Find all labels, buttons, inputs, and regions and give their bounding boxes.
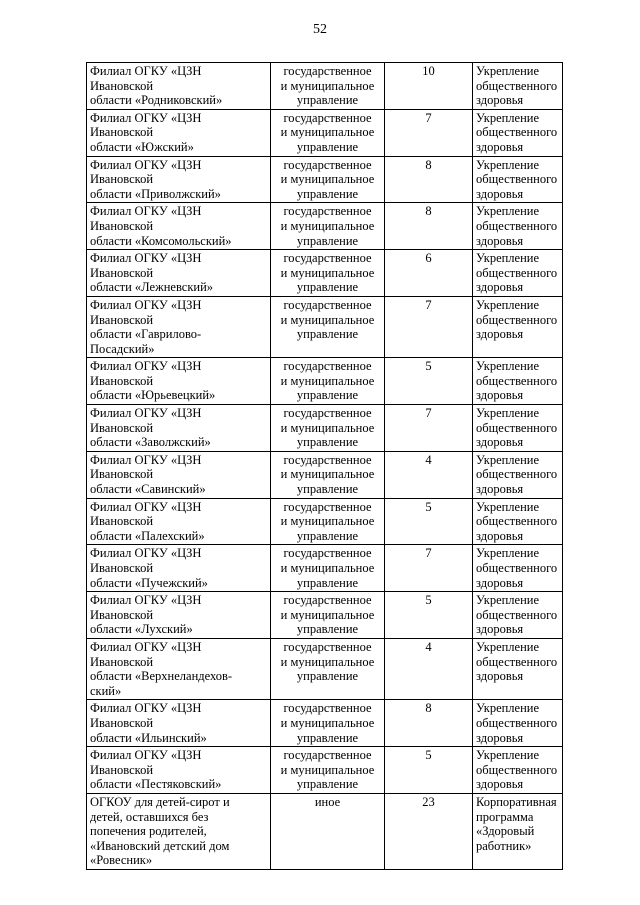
program-line: здоровья: [476, 575, 524, 590]
program-cell: [473, 747, 563, 794]
organization-line: Ивановской: [90, 654, 154, 669]
sector-type-line: и муниципальное: [280, 78, 375, 93]
participants-count-value: 5: [425, 499, 432, 514]
organization-line: Ивановской: [90, 762, 154, 777]
sector-type-line: управление: [296, 388, 359, 403]
program-cell: [473, 109, 563, 156]
organization-line: области «Савинский»: [90, 482, 206, 497]
program-line: общественного: [476, 654, 558, 669]
table-row: [87, 451, 563, 498]
program-line: здоровья: [476, 280, 524, 295]
program-line: Укрепление: [476, 157, 540, 172]
participants-count-value: 7: [425, 297, 432, 312]
participants-count-cell: [385, 545, 473, 592]
sector-type-line: и муниципальное: [280, 373, 375, 388]
participants-count-cell: [385, 700, 473, 747]
organization-line: области «Пучежский»: [90, 575, 208, 590]
program-line: общественного: [476, 172, 558, 187]
organization-line: Филиал ОГКУ «ЦЗН: [90, 406, 202, 421]
program-line: здоровья: [476, 622, 524, 637]
organization-cell: [87, 545, 271, 592]
participants-count-cell: [385, 296, 473, 357]
sector-type-line: и муниципальное: [280, 467, 375, 482]
program-line: здоровья: [476, 233, 524, 248]
program-line: «Здоровый: [476, 824, 535, 839]
program-line: общественного: [476, 715, 558, 730]
table-row: [87, 700, 563, 747]
participants-count-cell: [385, 592, 473, 639]
organization-line: области «Лежневский»: [90, 280, 214, 295]
organization-line: области «Верхнеландехов-: [90, 669, 233, 684]
organization-line: области «Пестяковский»: [90, 777, 222, 792]
organization-line: Ивановской: [90, 78, 154, 93]
program-line: Укрепление: [476, 297, 540, 312]
sector-type-line: государственное: [283, 64, 372, 78]
organization-line: Филиал ОГКУ «ЦЗН: [90, 110, 202, 125]
organization-line: Ивановской: [90, 373, 154, 388]
sector-type-cell: [271, 638, 385, 699]
sector-type-line: управление: [296, 669, 359, 684]
sector-type-line: государственное: [283, 546, 372, 561]
organization-line: Ивановской: [90, 172, 154, 187]
sector-type-line: государственное: [283, 593, 372, 608]
program-cell: [473, 250, 563, 297]
sector-type-cell: [271, 296, 385, 357]
program-line: Укрепление: [476, 701, 540, 716]
participants-count-value: 5: [425, 359, 432, 374]
organization-cell: [87, 638, 271, 699]
table-row: [87, 793, 563, 869]
organization-cell: [87, 498, 271, 545]
sector-type-line: и муниципальное: [280, 172, 375, 187]
participants-count-cell: [385, 638, 473, 699]
participants-count-cell: [385, 358, 473, 405]
table-row: [87, 638, 563, 699]
sector-type-line: управление: [296, 622, 359, 637]
sector-type-line: и муниципальное: [280, 218, 375, 233]
program-line: здоровья: [476, 435, 524, 450]
program-line: Укрепление: [476, 204, 540, 219]
program-line: программа: [476, 809, 534, 824]
organization-line: области «Южский»: [90, 139, 194, 154]
program-line: общественного: [476, 78, 558, 93]
data-table: [86, 62, 563, 870]
program-line: общественного: [476, 373, 558, 388]
program-line: общественного: [476, 312, 558, 327]
sector-type-line: и муниципальное: [280, 265, 375, 280]
organization-cell: [87, 793, 271, 869]
program-cell: [473, 63, 563, 110]
sector-type-line: управление: [296, 730, 359, 745]
sector-type-line: управление: [296, 233, 359, 248]
participants-count-value: 7: [425, 110, 432, 125]
organization-line: области «Комсомольский»: [90, 233, 232, 248]
program-line: здоровья: [476, 327, 524, 342]
table-row: [87, 109, 563, 156]
program-line: здоровья: [476, 186, 524, 201]
program-line: Укрепление: [476, 546, 540, 561]
organization-line: Филиал ОГКУ «ЦЗН: [90, 499, 202, 514]
participants-count-value: 5: [425, 748, 432, 763]
sector-type-line: и муниципальное: [280, 125, 375, 140]
page-number: 52: [313, 22, 327, 37]
program-line: общественного: [476, 218, 558, 233]
sector-type-line: государственное: [283, 748, 372, 763]
organization-line: Филиал ОГКУ «ЦЗН: [90, 297, 202, 312]
sector-type-cell: [271, 63, 385, 110]
participants-count-value: 23: [422, 794, 435, 809]
program-cell: [473, 545, 563, 592]
participants-count-cell: [385, 109, 473, 156]
sector-type-line: и муниципальное: [280, 715, 375, 730]
sector-type-line: государственное: [283, 251, 372, 266]
organization-line: «Ивановский детский дом: [90, 838, 230, 853]
sector-type-line: и муниципальное: [280, 654, 375, 669]
table-body: [87, 63, 563, 870]
sector-type-line: управление: [296, 482, 359, 497]
organization-line: попечения родителей,: [90, 824, 207, 839]
program-cell: [473, 358, 563, 405]
organization-line: области «Лухский»: [90, 622, 193, 637]
sector-type-line: управление: [296, 93, 359, 108]
sector-type-line: управление: [296, 777, 359, 792]
program-line: общественного: [476, 561, 558, 575]
program-cell: [473, 498, 563, 545]
sector-type-line: управление: [296, 435, 359, 450]
participants-count-cell: [385, 747, 473, 794]
sector-type-line: государственное: [283, 499, 372, 514]
sector-type-cell: [271, 405, 385, 452]
program-line: общественного: [476, 762, 558, 777]
sector-type-line: государственное: [283, 359, 372, 374]
program-line: Укрепление: [476, 110, 540, 125]
program-line: здоровья: [476, 482, 524, 497]
program-cell: [473, 793, 563, 869]
sector-type-cell: [271, 700, 385, 747]
organization-cell: [87, 747, 271, 794]
organization-line: Ивановской: [90, 312, 154, 327]
sector-type-line: и муниципальное: [280, 312, 375, 327]
sector-type-line: государственное: [283, 452, 372, 467]
organization-line: области «Палехский»: [90, 528, 205, 543]
sector-type-line: управление: [296, 186, 359, 201]
organization-cell: [87, 358, 271, 405]
participants-count-value: 4: [425, 639, 432, 654]
sector-type-cell: [271, 156, 385, 203]
sector-type-cell: [271, 545, 385, 592]
sector-type-line: управление: [296, 280, 359, 295]
table-row: [87, 250, 563, 297]
participants-count-value: 10: [422, 64, 435, 78]
organization-line: Филиал ОГКУ «ЦЗН: [90, 748, 202, 763]
organization-line: Филиал ОГКУ «ЦЗН: [90, 546, 202, 561]
sector-type-line: управление: [296, 528, 359, 543]
participants-count-cell: [385, 156, 473, 203]
organization-cell: [87, 156, 271, 203]
program-cell: [473, 405, 563, 452]
sector-type-line: государственное: [283, 297, 372, 312]
organization-line: Филиал ОГКУ «ЦЗН: [90, 251, 202, 266]
organization-cell: [87, 250, 271, 297]
sector-type-line: и муниципальное: [280, 420, 375, 435]
participants-count-cell: [385, 250, 473, 297]
table-row: [87, 405, 563, 452]
organization-line: области «Юрьевецкий»: [90, 388, 216, 403]
organization-cell: [87, 63, 271, 110]
sector-type-cell: [271, 592, 385, 639]
participants-count-value: 7: [425, 406, 432, 421]
program-line: здоровья: [476, 528, 524, 543]
sector-type-cell: [271, 498, 385, 545]
organization-line: области «Ильинский»: [90, 730, 207, 745]
organization-line: Филиал ОГКУ «ЦЗН: [90, 157, 202, 172]
organization-line: детей, оставшихся без: [90, 809, 209, 824]
table-row: [87, 203, 563, 250]
sector-type-line: государственное: [283, 701, 372, 716]
participants-count-cell: [385, 793, 473, 869]
sector-type-cell: [271, 109, 385, 156]
organization-line: области «Заволжский»: [90, 435, 211, 450]
organization-line: Ивановской: [90, 514, 154, 529]
program-line: здоровья: [476, 139, 524, 154]
organization-cell: [87, 451, 271, 498]
organization-line: Филиал ОГКУ «ЦЗН: [90, 701, 202, 716]
organization-line: области «Приволжский»: [90, 186, 221, 201]
organization-line: Филиал ОГКУ «ЦЗН: [90, 593, 202, 608]
organization-line: области «Гаврилово-: [90, 327, 202, 342]
organization-line: Филиал ОГКУ «ЦЗН: [90, 64, 202, 78]
program-line: здоровья: [476, 777, 524, 792]
sector-type-line: государственное: [283, 639, 372, 654]
program-cell: [473, 451, 563, 498]
sector-type-line: государственное: [283, 157, 372, 172]
program-cell: [473, 700, 563, 747]
program-line: общественного: [476, 607, 558, 622]
participants-count-value: 8: [425, 701, 432, 716]
program-line: Укрепление: [476, 406, 540, 421]
program-cell: [473, 296, 563, 357]
organization-line: Ивановской: [90, 125, 154, 140]
organization-line: Ивановской: [90, 607, 154, 622]
organization-line: ОГКОУ для детей-сирот и: [90, 794, 230, 809]
sector-type-line: иное: [314, 794, 341, 809]
table-row: [87, 358, 563, 405]
table-row: [87, 545, 563, 592]
organization-line: Ивановской: [90, 467, 154, 482]
program-line: Укрепление: [476, 64, 540, 78]
organization-line: ский»: [90, 683, 122, 698]
organization-line: Ивановской: [90, 265, 154, 280]
program-line: Укрепление: [476, 499, 540, 514]
participants-count-cell: [385, 203, 473, 250]
sector-type-cell: [271, 747, 385, 794]
organization-cell: [87, 109, 271, 156]
organization-line: Ивановской: [90, 218, 154, 233]
sector-type-cell: [271, 203, 385, 250]
sector-type-line: и муниципальное: [280, 762, 375, 777]
organization-line: Филиал ОГКУ «ЦЗН: [90, 639, 202, 654]
table-row: [87, 156, 563, 203]
organization-line: Посадский»: [90, 341, 155, 356]
program-cell: [473, 592, 563, 639]
organization-line: Ивановской: [90, 715, 154, 730]
program-line: здоровья: [476, 730, 524, 745]
participants-count-value: 5: [425, 593, 432, 608]
program-line: общественного: [476, 514, 558, 529]
program-line: Корпоративная: [476, 794, 557, 809]
organization-line: Ивановской: [90, 420, 154, 435]
participants-count-cell: [385, 498, 473, 545]
program-cell: [473, 156, 563, 203]
participants-count-value: 6: [425, 251, 432, 266]
organization-line: «Ровесник»: [90, 853, 153, 868]
organization-cell: [87, 203, 271, 250]
program-line: Укрепление: [476, 452, 540, 467]
organization-cell: [87, 592, 271, 639]
organization-line: Филиал ОГКУ «ЦЗН: [90, 359, 202, 374]
program-line: общественного: [476, 125, 558, 140]
sector-type-line: и муниципальное: [280, 561, 375, 575]
organization-cell: [87, 405, 271, 452]
program-cell: [473, 203, 563, 250]
organization-cell: [87, 700, 271, 747]
sector-type-line: государственное: [283, 204, 372, 219]
sector-type-line: и муниципальное: [280, 514, 375, 529]
organization-cell: [87, 296, 271, 357]
program-line: работник»: [476, 838, 532, 853]
sector-type-cell: [271, 451, 385, 498]
table-row: [87, 498, 563, 545]
sector-type-line: и муниципальное: [280, 607, 375, 622]
sector-type-line: государственное: [283, 406, 372, 421]
participants-count-value: 8: [425, 204, 432, 219]
table-row: [87, 747, 563, 794]
table-row: [87, 296, 563, 357]
participants-count-cell: [385, 451, 473, 498]
organization-line: Филиал ОГКУ «ЦЗН: [90, 452, 202, 467]
sector-type-cell: [271, 793, 385, 869]
program-line: здоровья: [476, 388, 524, 403]
program-line: Укрепление: [476, 359, 540, 374]
table-row: [87, 63, 563, 110]
participants-count-cell: [385, 63, 473, 110]
program-line: общественного: [476, 420, 558, 435]
sector-type-line: управление: [296, 139, 359, 154]
participants-count-value: 7: [425, 546, 432, 561]
program-cell: [473, 638, 563, 699]
program-line: здоровья: [476, 93, 524, 108]
sector-type-cell: [271, 358, 385, 405]
program-line: Укрепление: [476, 639, 540, 654]
sector-type-line: управление: [296, 575, 359, 590]
program-line: Укрепление: [476, 593, 540, 608]
sector-type-line: государственное: [283, 110, 372, 125]
organization-line: Филиал ОГКУ «ЦЗН: [90, 204, 202, 219]
table-row: [87, 592, 563, 639]
participants-count-value: 8: [425, 157, 432, 172]
program-line: общественного: [476, 467, 558, 482]
program-line: общественного: [476, 265, 558, 280]
organization-line: области «Родниковский»: [90, 93, 223, 108]
program-line: Укрепление: [476, 748, 540, 763]
program-line: здоровья: [476, 669, 524, 684]
participants-count-cell: [385, 405, 473, 452]
sector-type-cell: [271, 250, 385, 297]
organization-line: Ивановской: [90, 561, 154, 575]
participants-count-value: 4: [425, 452, 432, 467]
sector-type-line: управление: [296, 327, 359, 342]
program-line: Укрепление: [476, 251, 540, 266]
